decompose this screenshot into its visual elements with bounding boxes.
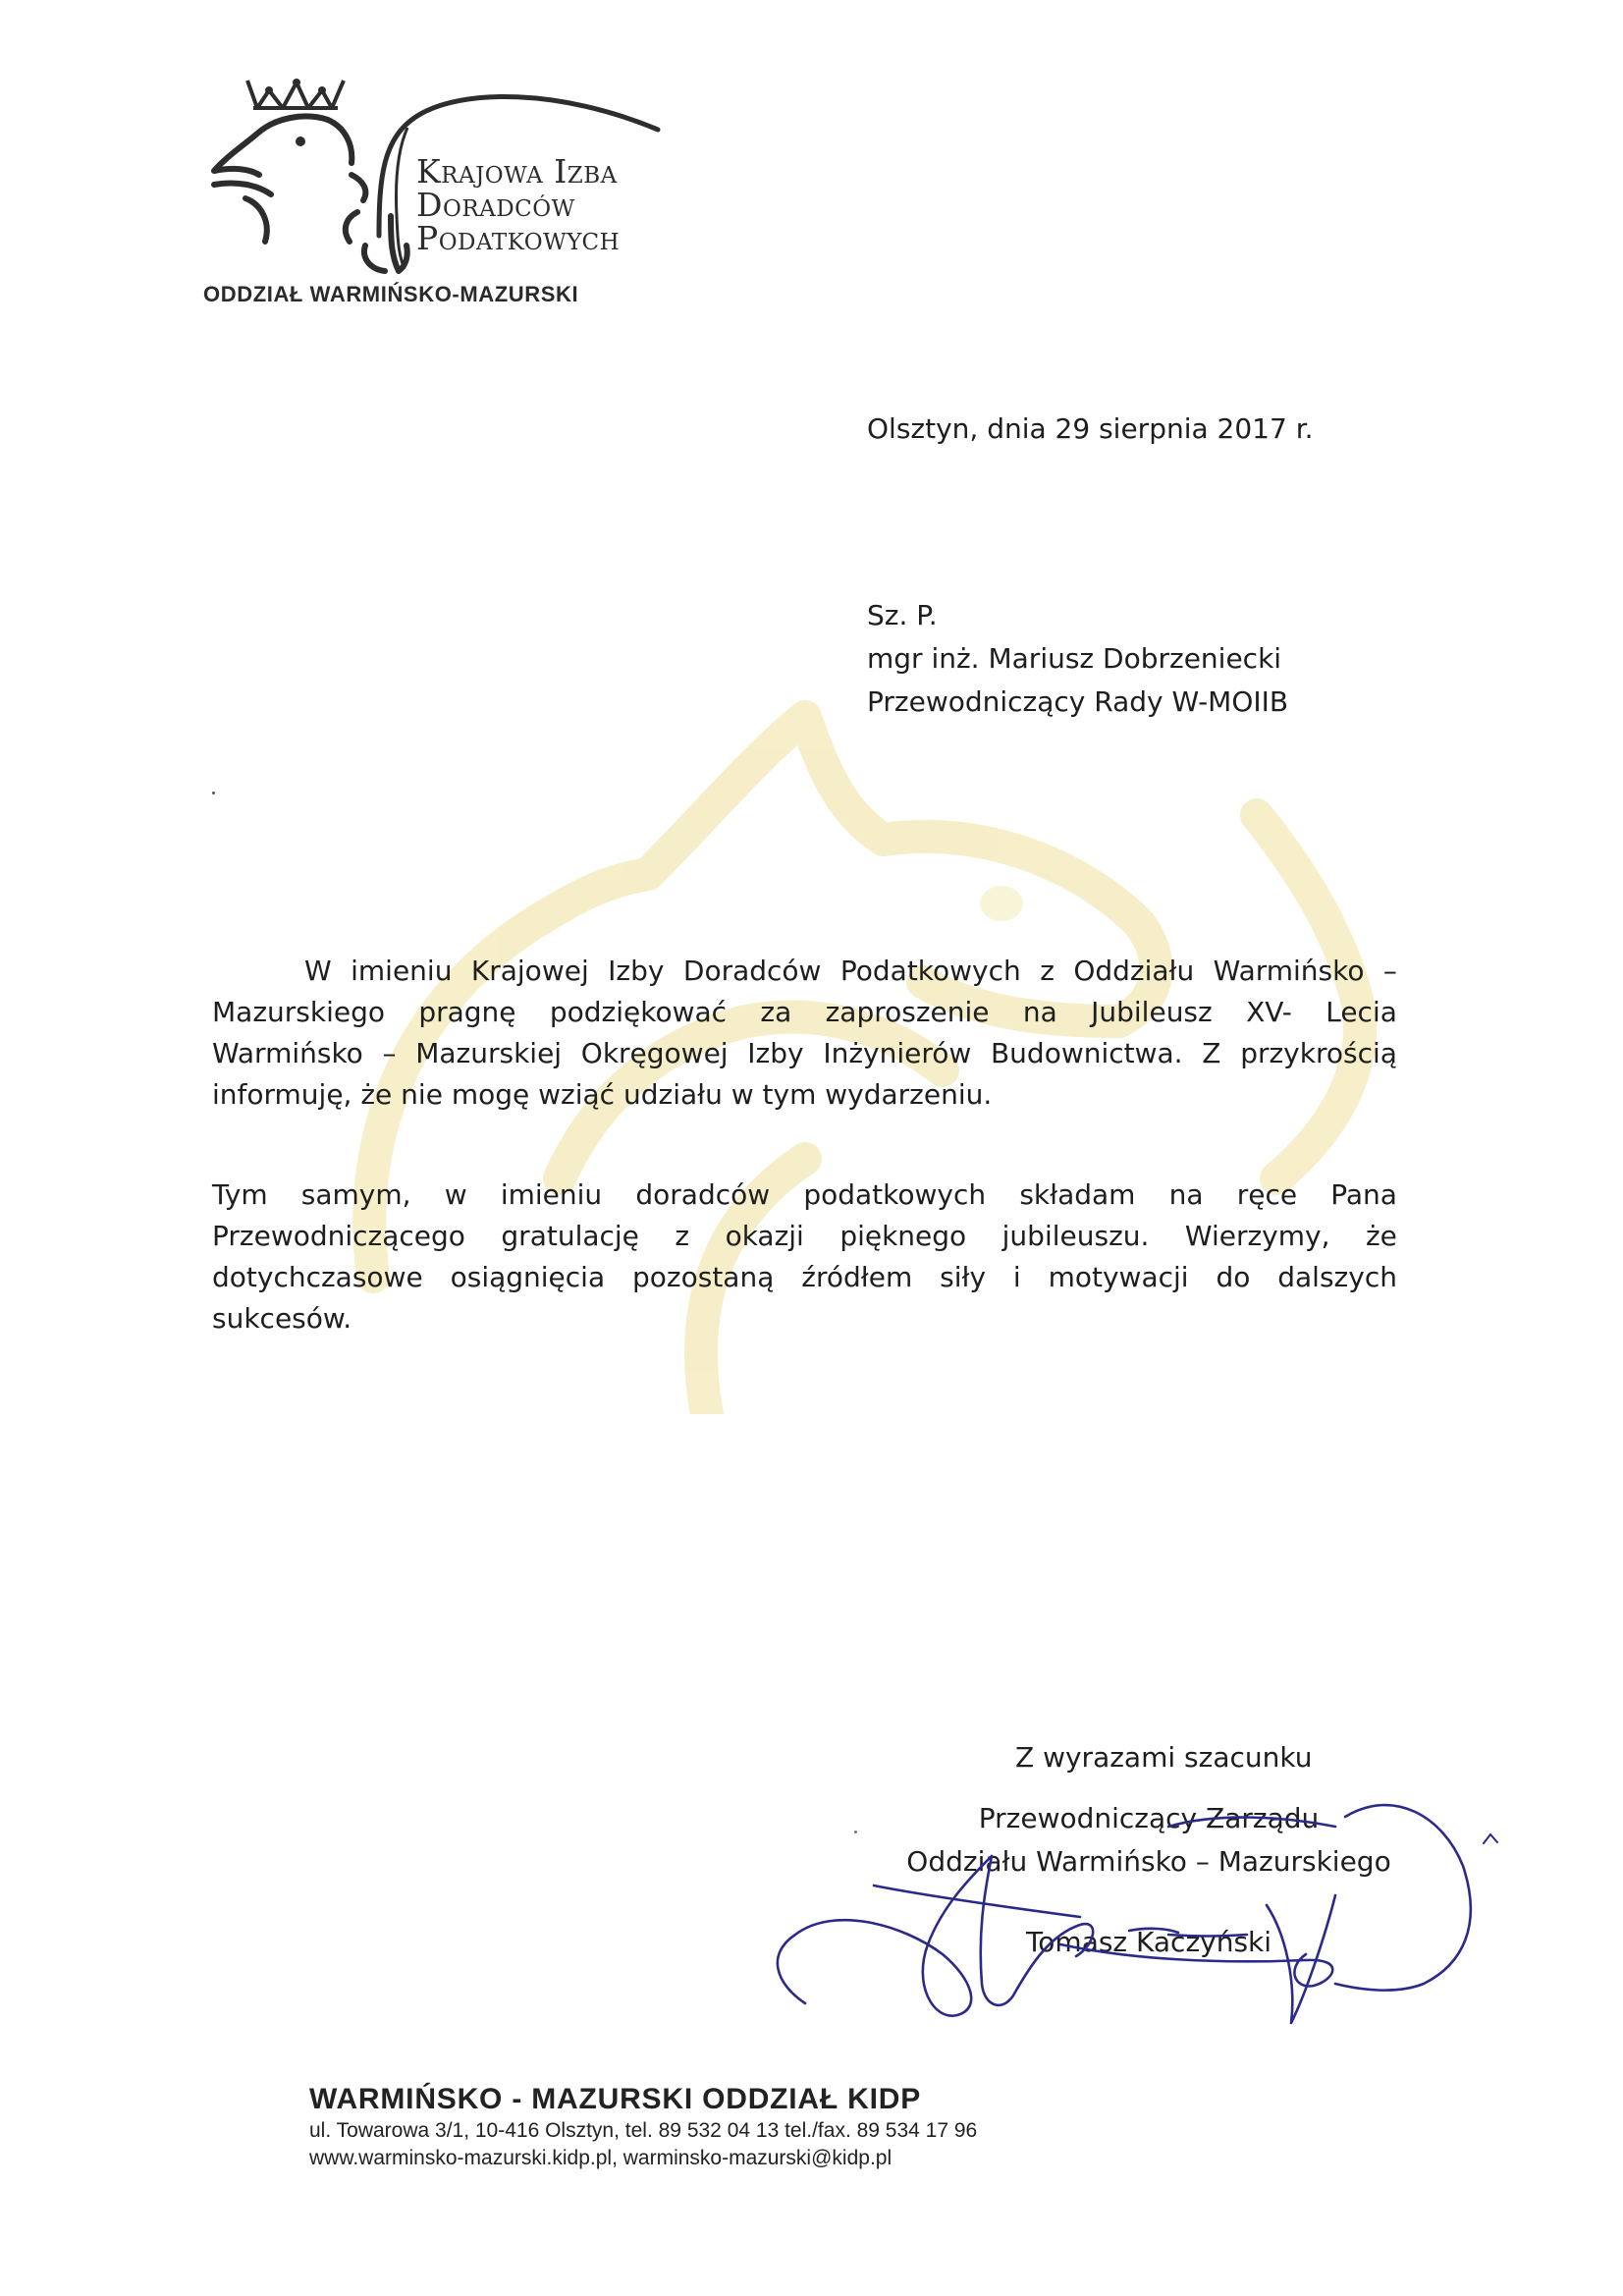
paragraph-2-line: sukcesów. [212,1302,352,1335]
stray-mark [212,792,215,794]
org-name-line-2: Doradców [416,186,575,224]
paragraph-2-line: Tym samym, w imieniu doradców podatkowych składam na ręce Pana [212,1178,1397,1211]
recipient-title: Przewodniczący Rady W-MOIIB [867,685,1289,718]
footer-web-contact: www.warminsko-mazurski.kidp.pl, warminsko-mazurski@kidp.pl [309,2147,893,2169]
body-paragraph-2 [212,1175,1397,1339]
paragraph-2-line: Przewodniczącego gratulację z okazji pięknego jubileuszu. Wierzymy, że [212,1220,1397,1252]
stray-mark [854,1831,857,1833]
branch-name: ODDZIAŁ WARMIŃSKO-MAZURSKI [203,282,579,306]
footer-address: ul. Towarowa 3/1, 10-416 Olsztyn, tel. 89 532 04 13 tel./fax. 89 534 17 96 [309,2119,978,2142]
body-paragraph-1 [212,951,1397,1116]
paragraph-1-line: Warmińsko – Mazurskiej Okręgowej Izby Inżynierów Budownictwa. Z przykrością [212,1037,1397,1069]
paragraph-1-line: informuję, że nie mogę wziąć udziału w tym wydarzeniu. [212,1078,993,1111]
footer [309,2082,977,2172]
closing-regards: Z wyrazami szacunku [1015,1741,1313,1774]
signer-role-line-2: Oddziału Warmińsko – Mazurskiego [906,1845,1391,1878]
recipient-name: mgr inż. Mariusz Dobrzeniecki [867,642,1282,675]
date-line: Olsztyn, dnia 29 sierpnia 2017 r. [867,412,1314,445]
paragraph-1-line: Mazurskiego pragnę podziękować za zaproszenie na Jubileusz XV- Lecia [212,996,1397,1028]
organization-name [416,152,621,257]
org-name-line-3: Podatkowych [416,219,621,257]
footer-title: WARMIŃSKO - MAZURSKI ODDZIAŁ KIDP [309,2083,922,2115]
org-name-line-1: Krajowa Izba [416,152,618,191]
signature-block [884,1797,1414,1964]
recipient-block [867,594,1288,724]
paragraph-2-line: dotychczasowe osiągnięcia pozostaną źródłem siły i motywacji do dalszych [212,1261,1397,1293]
recipient-salutation: Sz. P. [867,599,938,631]
signer-role-line-1: Przewodniczący Zarządu [978,1802,1320,1834]
ink-tick-mark [1483,1832,1498,1844]
signer-name: Tomasz Kaczyński [1025,1926,1272,1958]
paragraph-1-line: W imieniu Krajowej Izby Doradców Podatkowych z Oddziału Warmińsko – [304,955,1397,987]
